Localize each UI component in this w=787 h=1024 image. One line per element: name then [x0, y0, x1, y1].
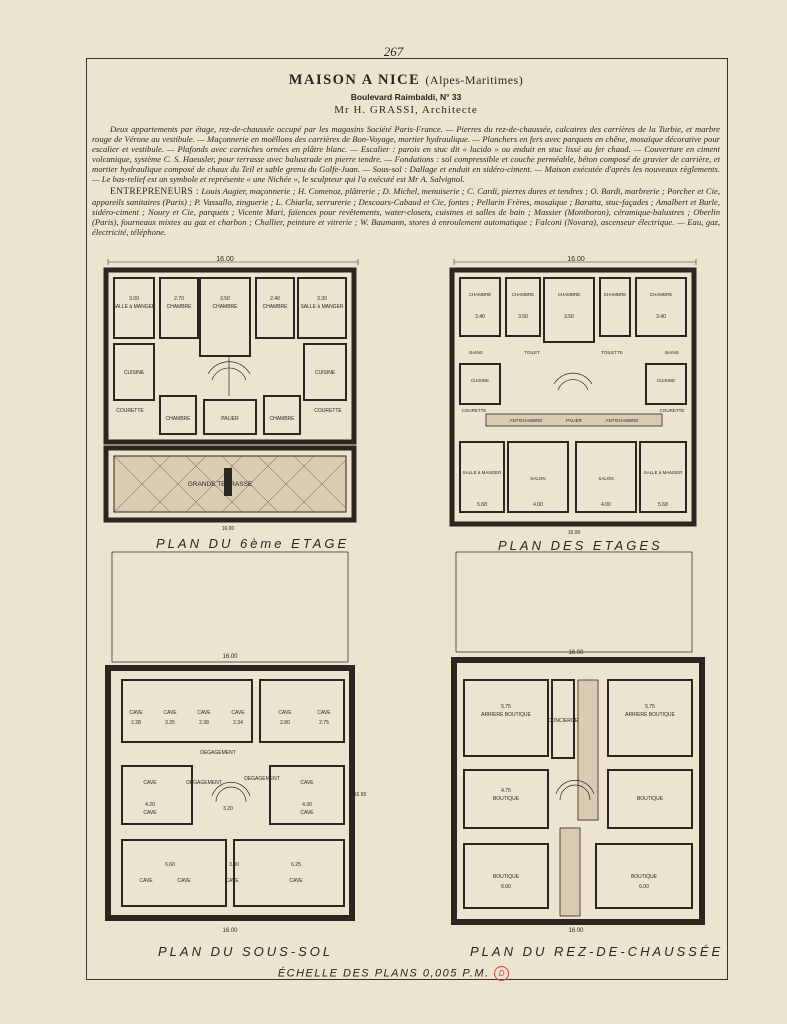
dim-label: 2.40 [270, 296, 280, 302]
room-label: CUISINE [656, 378, 676, 383]
room-label: GRANDE TERRASSE [187, 481, 253, 488]
room-label: CHAMBRE [212, 304, 238, 310]
dim-label: 5.75 [501, 704, 511, 710]
room-label: CAVE [143, 810, 157, 816]
caption-basement: PLAN DU SOUS-SOL [158, 944, 334, 959]
room-label: CAVE [129, 710, 143, 716]
plate-header [86, 72, 726, 116]
room-label: COURETTE [314, 408, 342, 414]
dim-label: 3.00 [129, 296, 139, 302]
title-sub: (Alpes-Maritimes) [425, 73, 524, 87]
room-label: CAVE [139, 878, 153, 884]
room-label: CHAMBRE [511, 292, 535, 297]
room-label: CHAMBRE [603, 292, 627, 297]
dim-label: 5.68 [477, 502, 487, 508]
title-main: MAISON A NICE [288, 72, 421, 88]
room-label: CAVE [300, 780, 314, 786]
dim-label: 4.30 [302, 802, 312, 808]
room-label: DEGAGEMENT [244, 776, 280, 782]
room-label: SALON [530, 476, 546, 481]
dim-label: 3.50 [518, 314, 528, 320]
dim-label: 2.38 [199, 720, 209, 726]
dim-label: 3.30 [317, 296, 327, 302]
dim-label: 6.25 [291, 862, 301, 868]
scale-text: ÉCHELLE DES PLANS 0,005 P.M. [277, 967, 490, 980]
room-label: CAVE [177, 878, 191, 884]
room-label: CHAMBRE [468, 292, 492, 297]
room-label: CAVE [143, 780, 157, 786]
room-label: ANTICHAMBRE [509, 418, 543, 423]
dim-label: 4.00 [601, 502, 611, 508]
room-label: DEGAGEMENT [200, 750, 236, 756]
room-label: PALIER [221, 416, 239, 422]
room-label: CHAMBRE [269, 416, 295, 422]
room-label: COURETTE [461, 408, 487, 413]
room-label: SALLE à MANGER [112, 304, 156, 310]
caption-sixth-floor: PLAN DU 6ème ETAGE [156, 536, 350, 551]
room-label: CAVE [300, 810, 314, 816]
page-number: 267 [383, 44, 404, 59]
dim-label: 6.60 [165, 862, 175, 868]
description-block [92, 124, 720, 185]
room-label: CHAMBRE [166, 304, 192, 310]
dim-label: 2.34 [233, 720, 243, 726]
library-stamp: D [494, 966, 509, 981]
room-label: BAINS [469, 350, 483, 355]
dim-label: 3.40 [656, 314, 666, 320]
dim-label: 3.50 [220, 296, 230, 302]
dim-label: 16.95 [353, 792, 367, 798]
width-label-bottom: 16.00 [222, 928, 238, 934]
dim-label: 16.00 [567, 530, 581, 536]
room-label: CHAMBRE [557, 292, 581, 297]
room-label: CAVE [278, 710, 292, 716]
plan-ground-floor [446, 548, 716, 938]
room-label: DEGAGEMENT [186, 780, 222, 786]
scale-note [0, 966, 787, 981]
dim-label: 2.70 [174, 296, 184, 302]
room-label: CAVE [163, 710, 177, 716]
dim-label: 3.20 [223, 806, 233, 812]
room-label: SALLE à MANGER [462, 470, 502, 475]
dim-label: 3.40 [475, 314, 485, 320]
dim-label: 6.60 [501, 884, 511, 890]
dim-label: 2.80 [280, 720, 290, 726]
address: Boulevard Raimbaldi, N° 33 [350, 92, 462, 102]
room-label: SALLE à MANGER [300, 304, 344, 310]
room-label: CHAMBRE [262, 304, 288, 310]
dim-label: 3.25 [165, 720, 175, 726]
dim-label: 5.68 [658, 502, 668, 508]
dim-label: 4.75 [501, 788, 511, 794]
room-label: CAVE [317, 710, 331, 716]
room-label: ANTICHAMBRE [605, 418, 639, 423]
room-label: CAVE [289, 878, 303, 884]
width-label: 16.00 [567, 256, 585, 263]
architect: Mr H. GRASSI, Architecte [334, 104, 478, 116]
dim-label: 2.28 [131, 720, 141, 726]
dim-label: 4.00 [533, 502, 543, 508]
width-label-bottom: 16.00 [568, 928, 584, 934]
dim-label: 4.20 [145, 802, 155, 808]
room-label: BOUTIQUE [492, 796, 520, 802]
dim-label: 5.75 [645, 704, 655, 710]
plan-basement [100, 548, 370, 938]
room-label: CHAMBRE [649, 292, 673, 297]
caption-floors: PLAN DES ETAGES [498, 538, 663, 553]
width-label: 16.00 [216, 256, 234, 263]
plate-title [86, 72, 726, 89]
room-label: COURETTE [116, 408, 144, 414]
room-label: CAVE [197, 710, 211, 716]
room-label: CUISINE [470, 378, 490, 383]
room-label: SALON [598, 476, 614, 481]
room-label: BOUTIQUE [630, 874, 658, 880]
dim-label: 16.00 [221, 526, 235, 532]
dim-label: 3.00 [229, 862, 239, 868]
room-label: COURETTE [659, 408, 685, 413]
dim-label: 2.75 [319, 720, 329, 726]
room-label: PALIER [566, 418, 582, 423]
room-label: TOILETTE [601, 350, 623, 355]
room-label: CHAMBRE [165, 416, 191, 422]
contractors-block [92, 186, 720, 237]
room-label: ARRIERE BOUTIQUE [625, 712, 675, 718]
contractors-label: ENTREPRENEURS : [110, 187, 199, 197]
width-label: 16.00 [568, 650, 584, 656]
room-label: CAVE [225, 878, 239, 884]
room-label: CONCIERGE [547, 718, 579, 724]
room-label: ARRIERE BOUTIQUE [481, 712, 531, 718]
room-label: BOUTIQUE [492, 874, 520, 880]
contractors-text: Louis Augier, maçonnerie ; H. Comenoz, plâtrerie ; D. Michel, menuiserie ; C. Cardi, pierres dures et tendres ; O. Bardi, marbrerie ; Porcher et Cie, appareils sanitaires (Paris) ; P. Vassallo, zinguerie ; L. Chiarla, serrurerie ; Descours-Cabaud et Cie, fontes ; Pellarin Frères, mosaïque ; Baratta, stuc-façades ; Amalbert et Burle, sidéro-ciment ; Noury et Cie, parquets ; Vicente Mari, faïences pour revêtements, water-closets, cuisines et salles de bain ; Massier (Montboron), céramique-balustres ; Oberlin (Paris), fourneaux mixtes au gaz et charbon ; Challier, peinture et vitrerie ; W. Baumann, stores à enroulement automatique ; Falconi (Novara), ascenseur électrique. — Eau, gaz, électricité, téléphone. [92, 186, 721, 238]
width-label: 16.00 [222, 654, 238, 660]
room-label: TOILET [524, 350, 540, 355]
room-label: BOUTIQUE [636, 796, 664, 802]
dim-label: 6.00 [639, 884, 649, 890]
room-label: BAINS [665, 350, 679, 355]
room-label: CUISINE [314, 370, 336, 376]
room-label: SALLE à MANGER [643, 470, 683, 475]
caption-ground-floor: PLAN DU REZ-DE-CHAUSSÉE [470, 944, 724, 959]
plan-floors [446, 256, 716, 541]
room-label: CAVE [231, 710, 245, 716]
room-label: CUISINE [123, 370, 145, 376]
dim-label: 3.50 [564, 314, 574, 320]
plan-sixth-floor [100, 256, 370, 541]
description-text: Deux appartements par étage, rez-de-chaussée occupé par les magasins Société Paris-France. — Pierres du rez-de-chaussée, calcaires des carrières de la Turbie, et marbre rouge de Vérone au vestibule. — Maçonnerie en moëllons des carrières de Bon-Voyage, mortier hydraulique. — Planchers en fers avec parquets en chêne, mosaïque décorative pour escalier et vestibule. — Plafonds avec corniches ornées en plâtre blanc. — Escalier : parois en stuc dit « lucido » ou enduit en stuc lissé au fer chaud. — Couverture en ciment volcanique, système C. S. Haeusler, pour terrasse avec balustrade en pierre tendre. — Fondations : sol compressible et couche perméable, béton composé de gravier de carrière, et mortier hydraulique composé de chaux du Teil et sable grenu du Golfe-Juan. — Sous-sol : Dallage et enduit en sidéro-ciment. — Maison exécutée d'après les nouveaux règlements. — Le bas-relief est un symbole et représente « une Nichée », le sculpteur qui l'a exécuté est Mr A. Salvignol. [92, 124, 720, 185]
